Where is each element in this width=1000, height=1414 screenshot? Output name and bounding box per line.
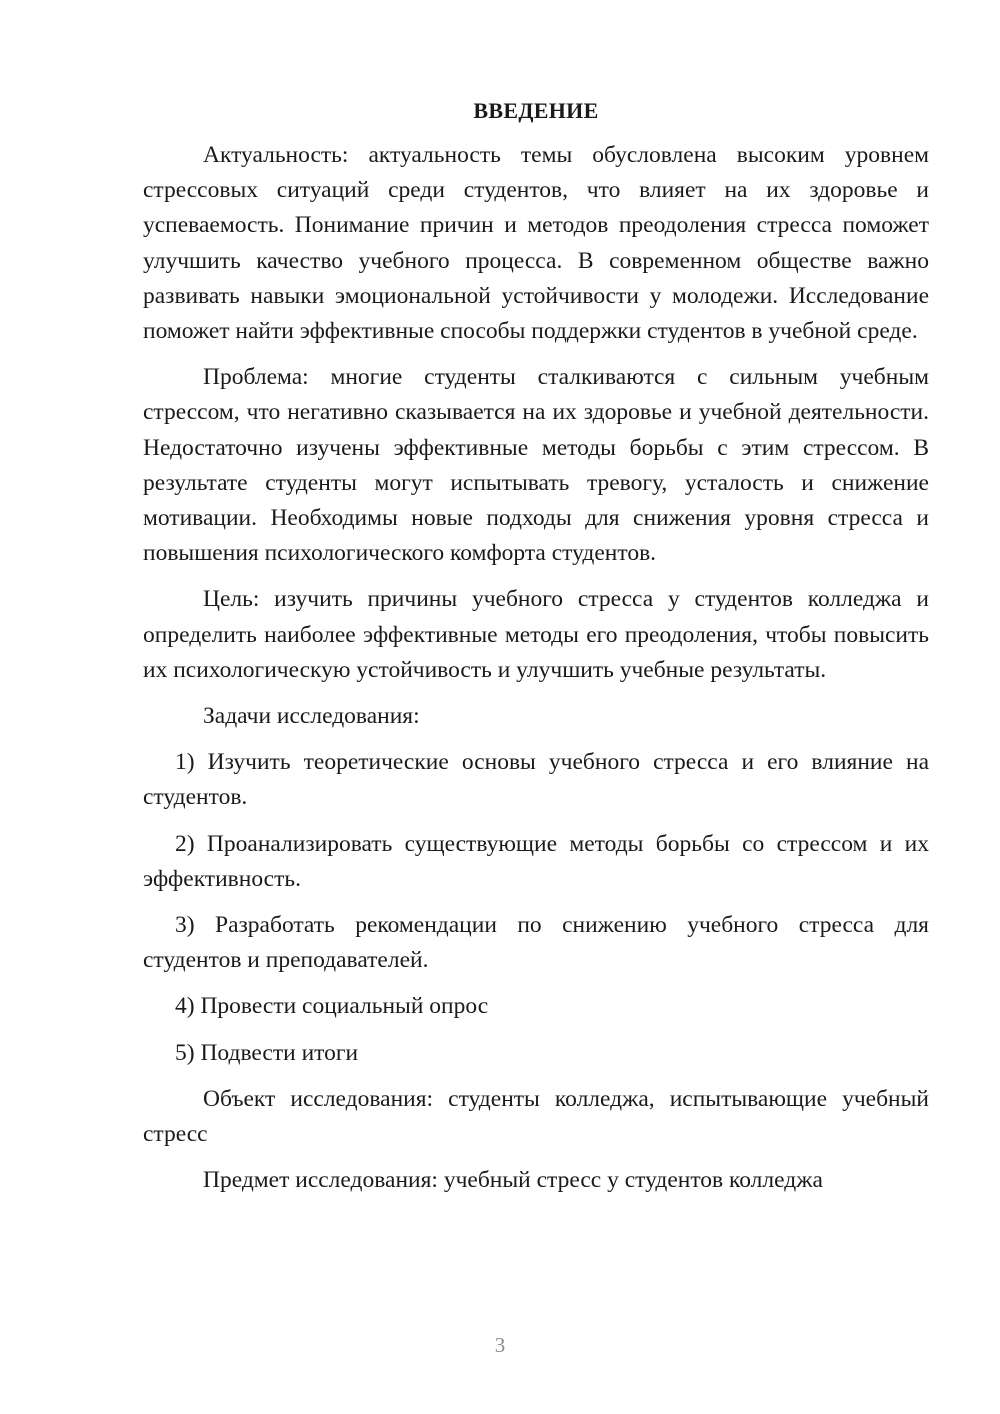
page-number: 3 — [494, 1333, 506, 1357]
paragraph-tasks-heading: Задачи исследования: — [203, 703, 420, 730]
paragraph-goal: Цель: изучить причины учебного стресса у студентов колледжа и определить наиболее эффективные методы его преодоления, чтобы повысить их психологическую устойчивость и улучшить учебные результаты. — [143, 586, 929, 683]
page-content — [143, 96, 929, 1209]
paragraph-research-subject: Предмет исследования: учебный стресс у студентов колледжа — [203, 1167, 823, 1194]
task-item-4: 4) Провести социальный опрос — [175, 993, 489, 1020]
page-title: ВВЕДЕНИЕ — [473, 98, 599, 123]
paragraph-relevance: Актуальность: актуальность темы обусловлена высоким уровнем стрессовых ситуаций среди студентов, что влияет на их здоровье и успеваемость. Понимание причин и методов преодоления стресса поможет улучшить качество учебного процесса. В современном обществе важно развивать навыки эмоциональной устойчивости у молодежи. Исследование поможет найти эффективные способы поддержки студентов в учебной среде. — [143, 142, 929, 345]
paragraph-research-object: Объект исследования: студенты колледжа, испытывающие учебный стресс — [143, 1085, 929, 1148]
task-item-2: 2) Проанализировать существующие методы борьбы со стрессом и их эффективность. — [143, 830, 929, 892]
task-item-3: 3) Разработать рекомендации по снижению учебного стресса для студентов и преподавателей. — [143, 912, 929, 974]
paragraph-problem: Проблема: многие студенты сталкиваются с сильным учебным стрессом, что негативно сказывается на их здоровье и учебной деятельности. Недостаточно изучены эффективные методы борьбы с этим стрессом. В результате студенты могут испытывать тревогу, усталость и снижение мотивации. Необходимы новые подходы для снижения уровня стресса и повышения психологического комфорта студентов. — [143, 364, 929, 567]
task-item-1: 1) Изучить теоретические основы учебного стресса и его влияние на студентов. — [143, 749, 929, 811]
task-item-5: 5) Подвести итоги — [175, 1039, 359, 1066]
